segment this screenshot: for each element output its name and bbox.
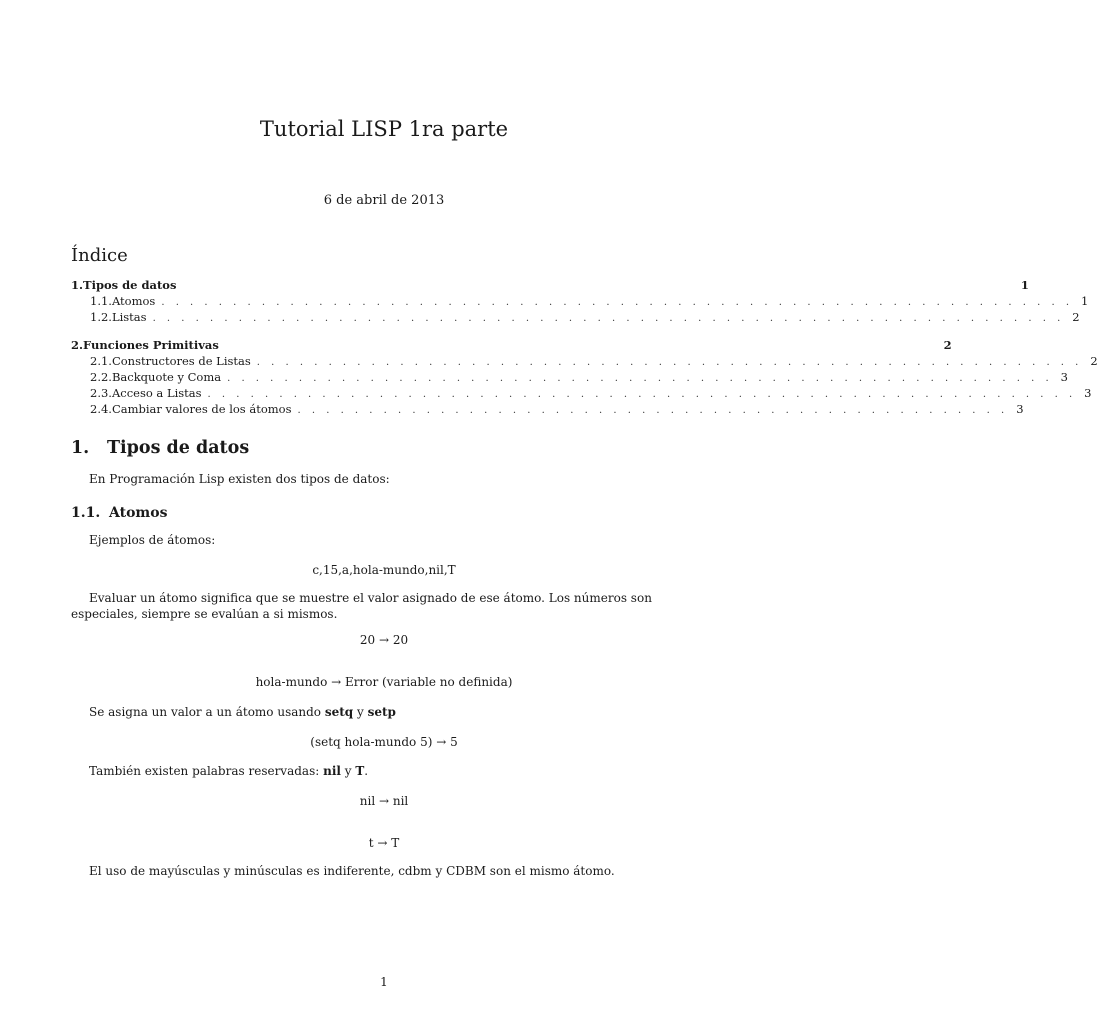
toc-entry-label: Backquote y Coma [111, 370, 222, 384]
subsection-number: 1.1. [71, 505, 101, 521]
toc-entry-label: Acceso a Listas [111, 386, 202, 400]
toc-entry-label: Constructores de Listas [111, 354, 251, 368]
toc-entry-backquote-y-coma[interactable] [71, 370, 1068, 386]
toc-entry-funciones-primitivas[interactable] [71, 338, 952, 354]
keyword-nil: nil [323, 764, 341, 778]
toc-entry-page: 1 [1020, 278, 1029, 292]
text-run: y [340, 764, 356, 778]
equation-setq: (setq hola-mundo 5) → 5 [310, 735, 458, 749]
equation-undefined-eval: hola-mundo → Error (variable no definida) [255, 675, 513, 689]
toc-entry-page: 3 [1016, 402, 1024, 416]
examples-label: Ejemplos de átomos: [89, 533, 216, 547]
toc-entry-number: 1. [71, 278, 84, 292]
text-run: Se asigna un valor a un átomo usando [89, 705, 325, 719]
text-run: . [364, 764, 369, 778]
toc-leader-dots: . . . . . . . . . . . . . . . . . . . . . . . . . . . . . . . . . . . . . . . . . . . . . . . . . . [297, 405, 1009, 416]
assign-paragraph [71, 704, 698, 720]
text-run: y [353, 705, 368, 719]
toc-entry-number: 2.3. [90, 386, 112, 400]
section-intro-paragraph: En Programación Lisp existen dos tipos de datos: [89, 472, 390, 486]
reserved-words-paragraph [71, 763, 698, 779]
section-heading-tipos-de-datos [71, 438, 249, 458]
equation-t: t → T [368, 836, 400, 850]
toc-leader-dots: . . . . . . . . . . . . . . . . . . . . . . . . . . . . . . . . . . . . . . . . . . . . . . . . . . . . . . . . . . . . . [207, 389, 1077, 400]
toc-entry-label: Atomos [111, 294, 156, 308]
document-date: 6 de abril de 2013 [323, 193, 445, 208]
toc-entry-number: 1.1. [90, 294, 112, 308]
toc-entry-tipos-de-datos[interactable] [71, 278, 1029, 294]
case-insensitivity-paragraph: El uso de mayúsculas y minúsculas es indiferente, cdbm y CDBM son el mismo átomo. [89, 864, 615, 878]
toc-entry-label: Tipos de datos [83, 278, 177, 292]
toc-heading: Índice [71, 245, 128, 266]
toc-leader-dots [225, 341, 936, 352]
toc-leader-dots: . . . . . . . . . . . . . . . . . . . . . . . . . . . . . . . . . . . . . . . . . . . . . . . . . . . . . . . . . . . . . . . . [152, 313, 1065, 324]
toc-entry-number: 2.4. [90, 402, 112, 416]
toc-entry-cambiar-valores[interactable] [71, 402, 1024, 418]
toc-leader-dots: . . . . . . . . . . . . . . . . . . . . . . . . . . . . . . . . . . . . . . . . . . . . . . . . . . . . . . . . . . . . . . . . [161, 297, 1074, 308]
toc-entry-constructores-de-listas[interactable] [71, 354, 1098, 370]
text-run: También existen palabras reservadas: [89, 764, 324, 778]
toc-entry-page: 2 [1090, 354, 1098, 368]
toc-entry-page: 3 [1084, 386, 1092, 400]
page-number: 1 [380, 975, 388, 989]
toc-entry-acceso-a-listas[interactable] [71, 386, 1092, 402]
evaluation-paragraph: Evaluar un átomo significa que se muestre el valor asignado de ese átomo. Los números son especiales, siempre se evalúan a si mismos. [71, 591, 652, 621]
toc-entry-number: 1.2. [90, 310, 112, 324]
toc-entry-page: 2 [943, 338, 952, 352]
toc-entry-listas[interactable] [71, 310, 1080, 326]
section-title: Tipos de datos [107, 438, 250, 458]
toc-entry-label: Cambiar valores de los átomos [111, 402, 292, 416]
atom-examples: c,15,a,hola-mundo,nil,T [312, 563, 456, 577]
toc-entry-page: 3 [1060, 370, 1068, 384]
keyword-setq: setq [324, 705, 354, 719]
toc-entry-page: 2 [1072, 310, 1080, 324]
toc-leader-dots: . . . . . . . . . . . . . . . . . . . . . . . . . . . . . . . . . . . . . . . . . . . . . . . . . . . . . . . . . . [256, 357, 1083, 368]
equation-number-eval: 20 → 20 [359, 633, 409, 647]
keyword-setp: setp [367, 705, 396, 719]
toc-entry-number: 2. [71, 338, 84, 352]
equation-nil: nil → nil [359, 794, 409, 808]
subsection-heading-atomos [71, 505, 167, 521]
toc-leader-dots: . . . . . . . . . . . . . . . . . . . . . . . . . . . . . . . . . . . . . . . . . . . . . . . . . . . . . . . . . . [227, 373, 1053, 384]
subsection-title: Atomos [109, 505, 168, 521]
toc-entry-atomos[interactable] [71, 294, 1089, 310]
toc-entry-number: 2.2. [90, 370, 112, 384]
document-title: Tutorial LISP 1ra parte [259, 117, 509, 141]
section-number: 1. [71, 438, 90, 458]
toc-entry-label: Listas [111, 310, 147, 324]
toc-entry-page: 1 [1081, 294, 1089, 308]
toc-entry-number: 2.1. [90, 354, 112, 368]
keyword-t: T [355, 764, 365, 778]
toc-entry-label: Funciones Primitivas [83, 338, 219, 352]
toc-leader-dots [182, 281, 1012, 292]
